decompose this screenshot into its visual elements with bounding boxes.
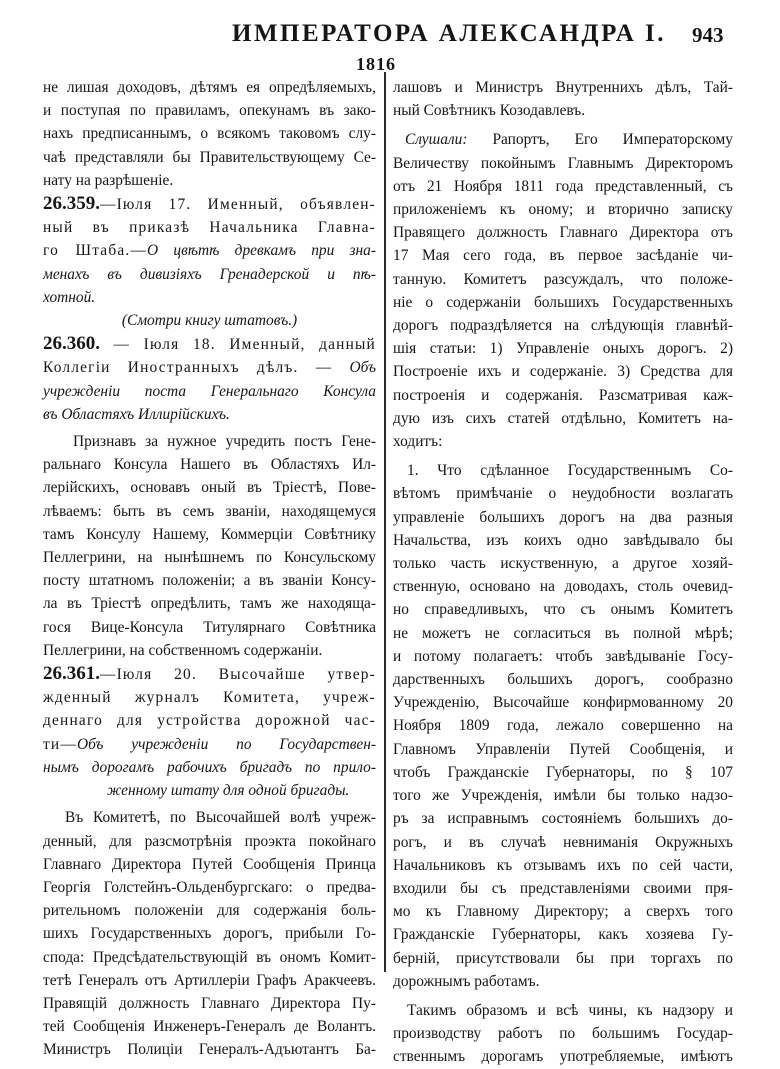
text-line: рительномъ положеніи для содержанія боль- <box>43 902 376 920</box>
text-line: лерійскихъ, основавъ оный въ Тріестѣ, Пове- <box>43 479 376 497</box>
text-line: Въ Комитетѣ, по Высочайшей волѣ учреж- <box>65 809 376 827</box>
text-line: Правящего должность Главнаго Директора отъ <box>393 224 733 242</box>
entry-subject: Объ учрежденіи по Государствен- <box>76 735 376 753</box>
text-line: Такимъ образомъ и всѣ чины, къ надзору и <box>407 1001 733 1019</box>
text-line: Гражданскіе Губернаторы, какъ хозяева Гу- <box>393 926 733 944</box>
heard-paragraph <box>393 128 733 453</box>
page-number: 943 <box>692 23 724 47</box>
text-line: ственную, основано на доводахъ, столь очевид- <box>393 578 733 596</box>
text-line: мо къ Главному Директору; а сверхъ того <box>393 903 733 921</box>
entry-number: 26.359. <box>43 193 100 215</box>
text-line: ный Совѣтникъ Козодавлевъ. <box>393 102 586 120</box>
entry-subject: хотной. <box>43 288 96 306</box>
text-line: ральнаго Консула Нашего въ Областяхъ Ил- <box>43 456 376 474</box>
entry-heading-text: — Іюля 18. Именный, данный <box>100 336 376 354</box>
text-line: шія статьи: 1) Управленіе оныхъ дорогъ. 2) <box>393 340 733 358</box>
text-line: вѣтомъ примѣчаніе о неудобности возлагать <box>393 485 733 503</box>
entry-number: 26.361. <box>43 663 100 685</box>
running-head <box>0 20 780 54</box>
text-line: Величеству покойнымъ Главнымъ Директоромъ <box>393 154 733 172</box>
text-line: Пеллегрини, на собственномъ содержаніи. <box>43 641 323 659</box>
text-line: чаѣ представляли бы Правительствующему Се- <box>43 148 376 166</box>
text-line: ла въ Тріестѣ опредѣлить, тамъ же находяща- <box>43 595 376 613</box>
text-line: нахъ предписаннымъ, о всякомъ таковомъ слу- <box>43 125 376 143</box>
right-column <box>393 76 733 1069</box>
entry-heading-text: жденный журналъ Комитета, учреж- <box>43 689 376 707</box>
text-line: танную. Комитетъ разсуждалъ, что положе- <box>393 270 733 288</box>
text-line: нату на разрѣшеніе. <box>43 171 174 189</box>
entry-heading-line <box>43 239 376 262</box>
text-line: не лишая доходовъ, дѣтямъ ея опредѣляемыхъ, <box>43 79 376 96</box>
text-line: Ноября 1809 года, лежало совершенно на <box>393 717 733 735</box>
text-line: денный, для разсмотрѣнія проэкта покойнаго <box>43 832 376 850</box>
text-line: и поступая по правиламъ, опекунамъ въ зако- <box>43 102 376 120</box>
entry-heading-text: ный въ приказѣ Начальника Главна- <box>43 219 376 237</box>
text-line: управленіе большихъ дорогъ на два разныя <box>393 508 733 526</box>
text-line: Георгія Голстейнъ-Ольденбургскаго: о предва- <box>43 878 376 896</box>
text-line: 1. Что сдѣланное Государственнымъ Со- <box>407 462 733 480</box>
text-line: дорожнымъ работамъ. <box>393 972 540 990</box>
text-line: лѣваемъ: быть въ семъ званіи, находящемуся <box>43 502 376 520</box>
text-line: Признавъ за нужное учредить постъ Гене- <box>73 433 376 451</box>
text-line: Пеллегрини, на нынѣшнемъ по Консульскому <box>43 549 376 567</box>
text-line: Правящій должность Главнаго Директора Пу- <box>43 994 376 1012</box>
entry-heading-line <box>43 332 376 356</box>
entry-26361 <box>43 662 376 802</box>
text-line: дую изъ сихъ статей отдѣльно, Комитетъ на- <box>393 409 733 427</box>
entry-heading-text: го Штаба.— <box>43 242 148 260</box>
final-paragraph <box>393 999 733 1069</box>
column-divider <box>384 72 387 972</box>
text-line: чтобъ Гражданскіе Губернаторы, по § 107 <box>393 763 733 781</box>
entry-subject: Объ <box>349 359 376 377</box>
entry-heading-text: —Іюля 17. Именный, объявлен- <box>100 196 376 214</box>
entry-heading-line <box>43 662 376 686</box>
text-line: гося Вице-Консула Титулярнаго Совѣтника <box>43 618 376 636</box>
text-line: лашовъ и Министръ Внутреннихъ дѣлъ, Тай- <box>393 79 733 96</box>
text-line: Рапортъ, Его Императорскому <box>467 131 733 149</box>
entry-26359 <box>43 192 376 332</box>
point-1-paragraph <box>393 459 733 993</box>
text-line: Начальства, изъ коихъ одно завѣдывало бы <box>393 531 733 549</box>
entry-heading-text: ти— <box>43 735 77 753</box>
left-column <box>43 76 376 1062</box>
entry-26361-body <box>43 806 376 1061</box>
text-line: Учрежденію, Высочайше конфирмованному 20 <box>393 694 733 712</box>
continuation-paragraph <box>393 76 733 122</box>
text-line: входили бы съ представленіями своими пря- <box>393 879 733 897</box>
text-line: тетѣ Генералъ отъ Артиллеріи Графъ Аракчеевъ. <box>43 971 376 989</box>
entry-heading-line <box>43 192 376 216</box>
entry-subject: въ Областяхъ Иллирійскихъ. <box>43 405 230 423</box>
text-line: того же Учрежденія, имѣли бы только надзо- <box>393 787 733 805</box>
text-line: ходитъ: <box>393 433 443 451</box>
text-line: берній, присутствовали бы при торгахъ по <box>393 949 733 967</box>
entry-subject: нымъ дорогамъ рабочихъ бригадъ по прило- <box>43 758 376 776</box>
text-line: приложеніемъ къ оному; и вторично записку <box>393 201 733 219</box>
entry-heading-text: —Іюля 20. Высочайше утвер- <box>100 666 376 684</box>
text-line: дорогъ подраздѣляется на слѣдующія главнѣй- <box>393 317 733 335</box>
text-line: отъ 21 Ноября 1811 года представленный, съ <box>393 177 733 195</box>
entry-heading-line <box>43 733 376 756</box>
entry-subject: учрежденіи поста Генеральнаго Консула <box>43 382 376 400</box>
year-heading: 1816 <box>356 54 396 74</box>
heard-label: Слушали: <box>405 131 468 149</box>
entry-subject: менахъ въ дивизіяхъ Гренадерской и пѣ- <box>43 265 376 283</box>
text-line: только часть искуственную, а другое хозяй- <box>393 555 733 573</box>
text-line: дарственныхъ большихъ дорогъ, сообразно <box>393 671 733 689</box>
text-line: ръ за исправнымъ состояніемъ большихъ до- <box>393 810 733 828</box>
text-line: Министръ Полиціи Генералъ-Адъютантъ Ба- <box>43 1041 376 1059</box>
entry-subject: женному штату для одной бригады. <box>107 782 350 800</box>
text-line: Главномъ Управленіи Путей Сообщенія, и <box>393 740 733 758</box>
see-note: (Смотри книгу штатовъ.) <box>121 312 298 330</box>
text-line: рогъ, и въ случаѣ невниманія Окружныхъ <box>393 833 733 851</box>
text-line: Начальниковъ къ отзывамъ ихъ по сей части, <box>393 856 733 874</box>
entry-heading-line <box>43 356 376 379</box>
entry-26360-body <box>43 430 376 662</box>
entry-number: 26.360. <box>43 333 100 355</box>
continuation-paragraph <box>43 76 376 192</box>
text-line: тей Сообщенія Инженеръ-Генералъ де Волантъ. <box>43 1018 376 1036</box>
text-line: посту штатномъ положеніи; а въ званіи Консу- <box>43 572 376 590</box>
text-line: производству работъ по большимъ Государ- <box>393 1025 733 1043</box>
text-line: тамъ Консулу Нашему, Коммерціи Совѣтнику <box>43 525 376 543</box>
text-line: спода: Предсѣдательствующій въ ономъ Комит- <box>43 948 376 966</box>
text-line: 17 Мая сего года, въ первое засѣданіе чи- <box>393 247 733 265</box>
entry-heading-text: деннаго для устройства дорожной час- <box>43 712 376 730</box>
text-line: Главнаго Директора Путей Сообщенія Принца <box>43 855 376 873</box>
text-line: ніе о содержаніи большихъ Государственныхъ <box>393 293 733 311</box>
heard-first-line <box>393 128 733 151</box>
entry-heading-text: Коллегіи Иностранныхъ дѣлъ. — <box>43 359 350 377</box>
text-line: но справедливыхъ, что съ онымъ Комитетъ <box>393 601 733 619</box>
text-line: ственнымъ дорогамъ употребляемые, имѣютъ <box>393 1048 733 1066</box>
text-line: шихъ Государственныхъ дорогъ, прибыли Го- <box>43 925 376 943</box>
running-title: ИМПЕРАТОРА АЛЕКСАНДРА I. <box>232 20 666 47</box>
text-line: не можетъ не согласиться въ полной мѣрѣ; <box>393 624 733 642</box>
entry-subject: О цвѣтѣ древкамъ при зна- <box>147 242 376 260</box>
entry-26360 <box>43 332 376 426</box>
text-line: и потому полагаетъ: чтобъ завѣдываніе Госу- <box>393 647 733 665</box>
text-line: Построеніе ихъ и содержаніе. 3) Средства для <box>393 363 733 381</box>
text-line: построенія и содержанія. Разсматривая каж- <box>393 386 733 404</box>
